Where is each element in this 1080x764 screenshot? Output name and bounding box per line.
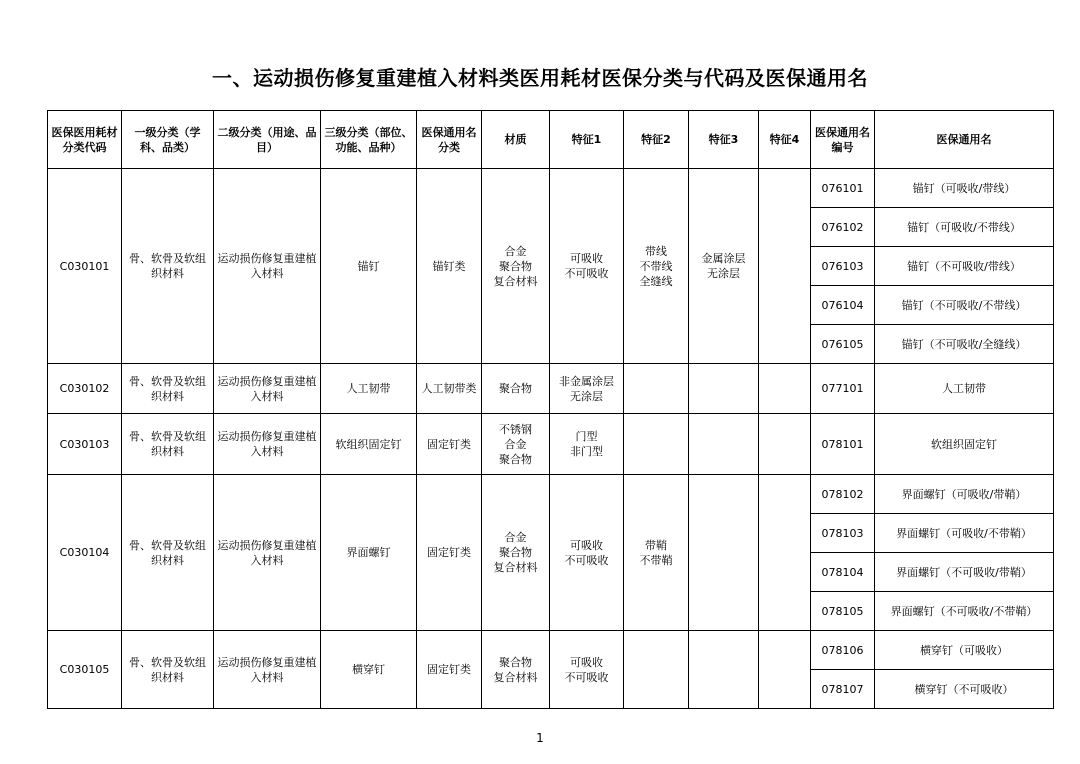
document-title: 一、运动损伤修复重建植入材料类医用耗材医保分类与代码及医保通用名 <box>212 66 868 90</box>
cell-level1: 骨、软骨及软组织材料 <box>122 414 214 475</box>
header-level2: 二级分类（用途、品目） <box>214 111 321 169</box>
cell-level1: 骨、软骨及软组织材料 <box>122 169 214 364</box>
cell-general-name: 界面螺钉（可吸收/带鞘） <box>875 475 1054 514</box>
cell-level3: 人工韧带 <box>321 364 417 414</box>
cell-level2: 运动损伤修复重建植入材料 <box>214 475 321 631</box>
cell-general-name: 软组织固定钉 <box>875 414 1054 475</box>
cell-general-number: 076105 <box>811 325 875 364</box>
cell-feature1: 门型 非门型 <box>550 414 624 475</box>
header-feature1: 特征1 <box>550 111 624 169</box>
cell-general-category: 锚钉类 <box>417 169 482 364</box>
cell-general-number: 078104 <box>811 553 875 592</box>
cell-code: C030105 <box>48 631 122 709</box>
cell-feature2: 带鞘 不带鞘 <box>624 475 689 631</box>
header-general-category: 医保通用名分类 <box>417 111 482 169</box>
cell-level2: 运动损伤修复重建植入材料 <box>214 631 321 709</box>
cell-general-category: 人工韧带类 <box>417 364 482 414</box>
cell-general-number: 077101 <box>811 364 875 414</box>
cell-level2: 运动损伤修复重建植入材料 <box>214 414 321 475</box>
cell-feature3 <box>689 364 759 414</box>
cell-feature4 <box>759 169 811 364</box>
cell-level1: 骨、软骨及软组织材料 <box>122 631 214 709</box>
cell-feature3 <box>689 631 759 709</box>
table-row <box>48 631 1054 670</box>
cell-feature1: 非金属涂层 无涂层 <box>550 364 624 414</box>
cell-general-category: 固定钉类 <box>417 414 482 475</box>
table-row <box>48 475 1054 514</box>
classification-table <box>47 110 1054 709</box>
cell-general-name: 锚钉（不可吸收/带线） <box>875 247 1054 286</box>
cell-level1: 骨、软骨及软组织材料 <box>122 364 214 414</box>
cell-general-number: 076101 <box>811 169 875 208</box>
cell-general-number: 078102 <box>811 475 875 514</box>
cell-general-name: 界面螺钉（不可吸收/带鞘） <box>875 553 1054 592</box>
cell-general-name: 横穿钉（不可吸收） <box>875 670 1054 709</box>
header-code: 医保医用耗材分类代码 <box>48 111 122 169</box>
cell-code: C030103 <box>48 414 122 475</box>
cell-general-number: 076104 <box>811 286 875 325</box>
header-feature3: 特征3 <box>689 111 759 169</box>
cell-general-name: 横穿钉（可吸收） <box>875 631 1054 670</box>
cell-feature2 <box>624 631 689 709</box>
cell-code: C030101 <box>48 169 122 364</box>
cell-level3: 软组织固定钉 <box>321 414 417 475</box>
cell-level1: 骨、软骨及软组织材料 <box>122 475 214 631</box>
cell-general-name: 锚钉（可吸收/带线） <box>875 169 1054 208</box>
cell-feature4 <box>759 475 811 631</box>
cell-feature1: 可吸收 不可吸收 <box>550 475 624 631</box>
cell-level3: 锚钉 <box>321 169 417 364</box>
cell-general-name: 锚钉（不可吸收/全缝线） <box>875 325 1054 364</box>
cell-level3: 横穿钉 <box>321 631 417 709</box>
cell-feature2 <box>624 364 689 414</box>
cell-feature3 <box>689 475 759 631</box>
cell-feature4 <box>759 414 811 475</box>
cell-material: 聚合物 <box>482 364 550 414</box>
header-feature4: 特征4 <box>759 111 811 169</box>
table-header-row <box>48 111 1054 169</box>
cell-general-number: 078101 <box>811 414 875 475</box>
header-general-number: 医保通用名编号 <box>811 111 875 169</box>
header-feature2: 特征2 <box>624 111 689 169</box>
cell-level3: 界面螺钉 <box>321 475 417 631</box>
cell-feature4 <box>759 364 811 414</box>
cell-general-number: 076103 <box>811 247 875 286</box>
cell-material: 合金 聚合物 复合材料 <box>482 475 550 631</box>
cell-code: C030102 <box>48 364 122 414</box>
cell-feature1: 可吸收 不可吸收 <box>550 169 624 364</box>
cell-general-name: 界面螺钉（不可吸收/不带鞘） <box>875 592 1054 631</box>
cell-feature4 <box>759 631 811 709</box>
cell-general-name: 人工韧带 <box>875 364 1054 414</box>
cell-general-number: 078106 <box>811 631 875 670</box>
table-row <box>48 169 1054 208</box>
cell-general-name: 锚钉（不可吸收/不带线） <box>875 286 1054 325</box>
header-material: 材质 <box>482 111 550 169</box>
cell-general-name: 界面螺钉（可吸收/不带鞘） <box>875 514 1054 553</box>
cell-general-category: 固定钉类 <box>417 631 482 709</box>
header-level3: 三级分类（部位、功能、品种） <box>321 111 417 169</box>
cell-general-number: 076102 <box>811 208 875 247</box>
cell-material: 聚合物 复合材料 <box>482 631 550 709</box>
header-general-name: 医保通用名 <box>875 111 1054 169</box>
cell-general-name: 锚钉（可吸收/不带线） <box>875 208 1054 247</box>
cell-level2: 运动损伤修复重建植入材料 <box>214 364 321 414</box>
cell-feature2: 带线 不带线 全缝线 <box>624 169 689 364</box>
page-number: 1 <box>536 731 544 745</box>
cell-general-number: 078105 <box>811 592 875 631</box>
cell-general-category: 固定钉类 <box>417 475 482 631</box>
cell-level2: 运动损伤修复重建植入材料 <box>214 169 321 364</box>
cell-feature2 <box>624 414 689 475</box>
table-row <box>48 364 1054 414</box>
table-row <box>48 414 1054 475</box>
cell-code: C030104 <box>48 475 122 631</box>
cell-feature3: 金属涂层 无涂层 <box>689 169 759 364</box>
cell-feature1: 可吸收 不可吸收 <box>550 631 624 709</box>
cell-material: 不锈钢 合金 聚合物 <box>482 414 550 475</box>
header-level1: 一级分类（学科、品类） <box>122 111 214 169</box>
cell-general-number: 078107 <box>811 670 875 709</box>
cell-material: 合金 聚合物 复合材料 <box>482 169 550 364</box>
cell-feature3 <box>689 414 759 475</box>
cell-general-number: 078103 <box>811 514 875 553</box>
